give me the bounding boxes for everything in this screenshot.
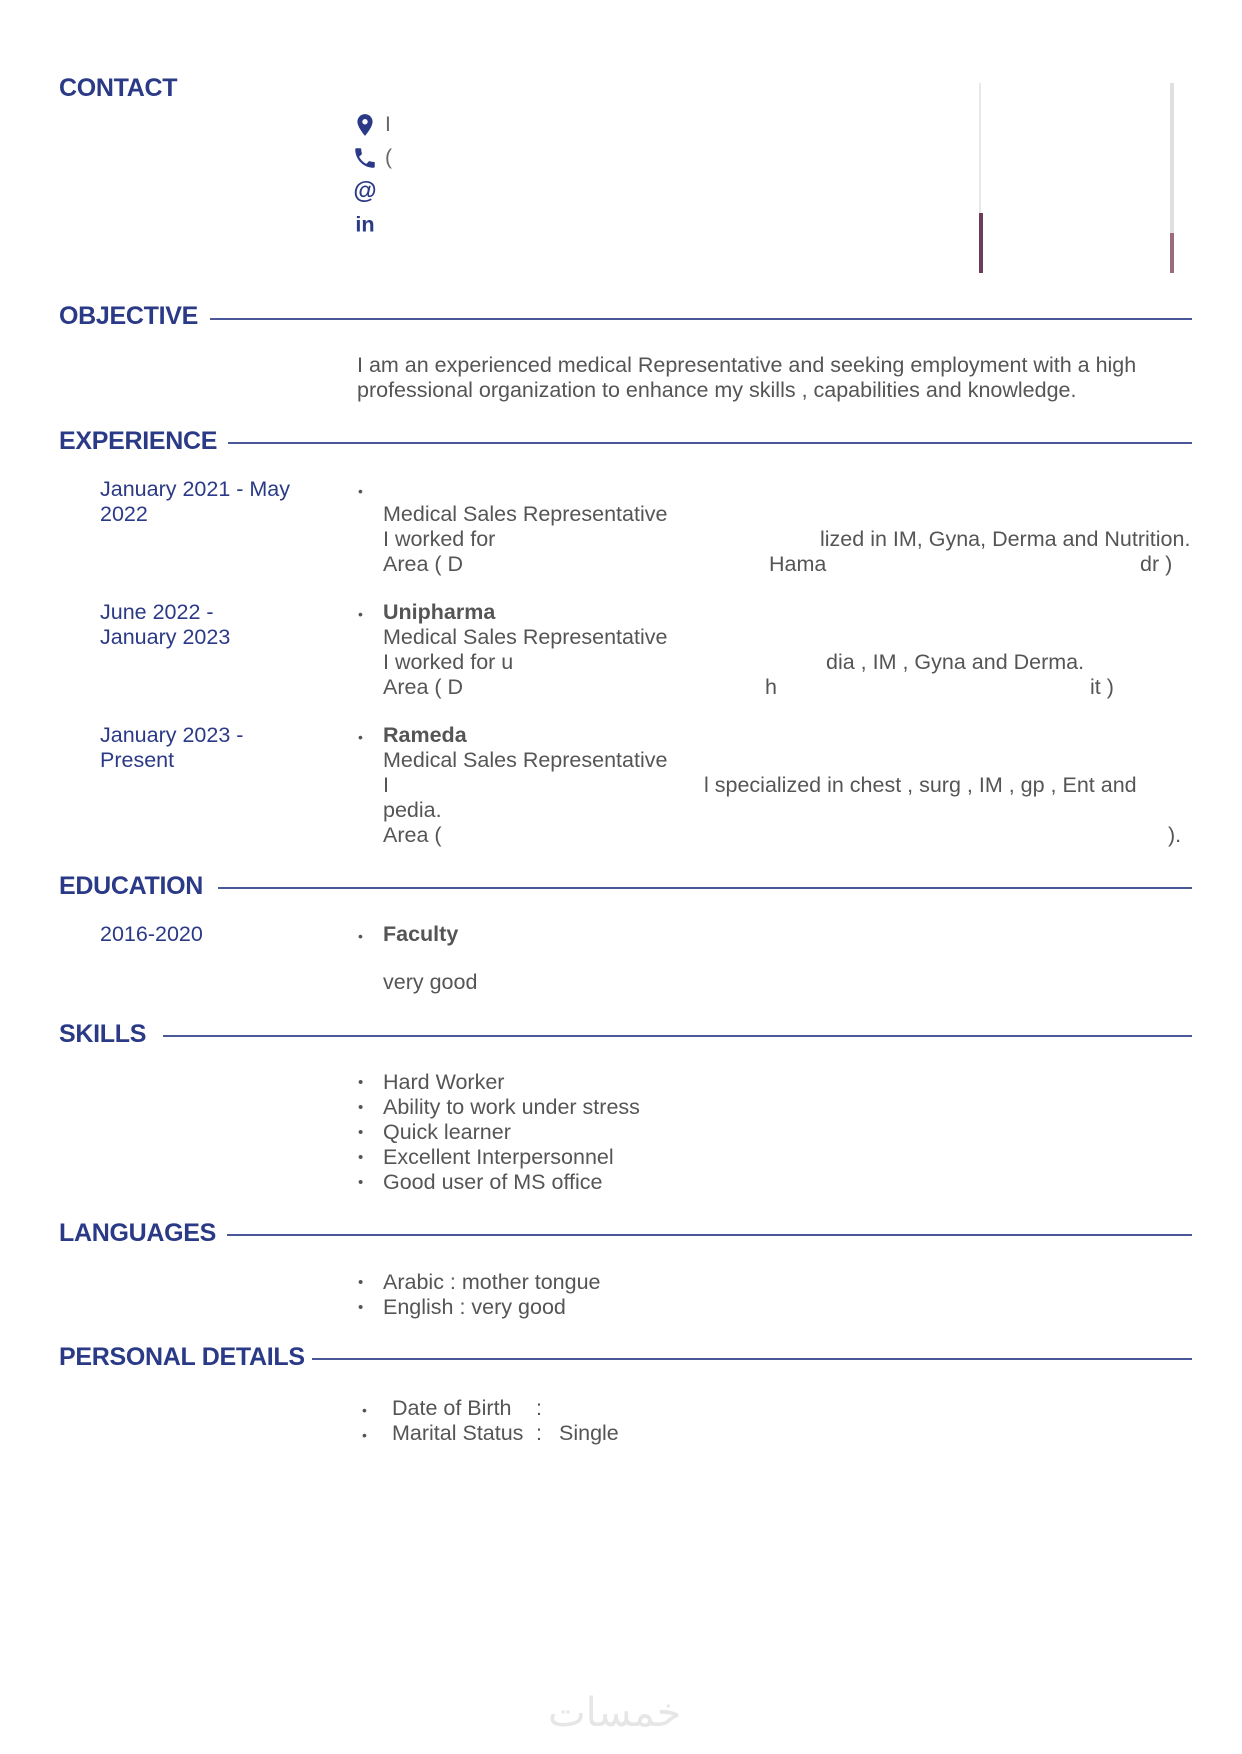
education-divider [218,887,1192,889]
contact-heading: CONTACT [59,74,178,102]
language-item: • English : very good [358,1295,601,1320]
location-pin-icon [352,112,378,138]
job-2-date-line-2: January 2023 [100,625,231,649]
phone-icon [352,145,378,171]
education-heading: EDUCATION [59,872,204,900]
personal-details-divider [312,1358,1192,1360]
languages-divider [227,1234,1192,1236]
job-1-area-end: dr ) [1140,552,1173,576]
job-3-company: Rameda [383,723,467,747]
experience-divider [228,442,1192,444]
objective-heading: OBJECTIVE [59,302,198,330]
languages-heading: LANGUAGES [59,1219,217,1247]
language-item: • Arabic : mother tongue [358,1270,601,1295]
objective-text-line-2: professional organization to enhance my skills , capabilities and knowledge. [357,378,1077,402]
personal-details-heading: PERSONAL DETAILS [59,1343,305,1371]
objective-text-line-1: I am an experienced medical Representative and seeking employment with a high [357,353,1137,377]
marital-status-value: Single [559,1421,619,1445]
job-3-bullet: • [358,729,363,745]
svg-text:@: @ [353,178,377,204]
email-at-icon [352,178,378,204]
experience-heading: EXPERIENCE [59,427,218,455]
job-1-date-line-2: 2022 [100,502,148,526]
job-1-desc-start: I worked for [383,527,496,551]
contact-location: I [385,113,391,136]
education-school: Faculty [383,922,459,946]
job-3-desc-start: I [383,773,389,797]
education-date: 2016-2020 [100,922,203,946]
dob-separator: : [536,1396,542,1420]
objective-divider [210,318,1192,320]
profile-photo [979,83,1174,273]
watermark-logo: خمسات [548,1690,682,1736]
linkedin-icon [352,211,378,237]
job-3-area-start: Area ( [383,823,442,847]
marital-bullet: • [362,1427,367,1443]
dob-bullet: • [362,1402,367,1418]
contact-phone: ( [385,146,392,169]
dob-label: Date of Birth [392,1396,512,1420]
job-3-date-line-1: January 2023 - [100,723,244,747]
skills-divider [163,1035,1192,1037]
job-3-desc-cont: pedia. [383,798,442,822]
skill-item: • Excellent Interpersonnel [358,1145,640,1170]
skill-item: • Quick learner [358,1120,640,1145]
job-1-area-mid: Hama [769,552,827,576]
education-bullet: • [358,928,363,944]
job-1-date-line-1: January 2021 - May [100,477,291,501]
job-2-desc-start: I worked for u [383,650,514,674]
languages-list [358,1270,601,1320]
job-3-role: Medical Sales Representative [383,748,668,772]
job-2-area-end: it ) [1090,675,1114,699]
skill-item: • Good user of MS office [358,1170,640,1195]
education-grade: very good [383,970,478,994]
job-1-role: Medical Sales Representative [383,502,668,526]
job-2-desc-end: dia , IM , Gyna and Derma. [826,650,1085,674]
job-2-bullet: • [358,606,363,622]
marital-status-label: Marital Status [392,1421,524,1445]
job-2-area-mid: h [765,675,777,699]
job-3-date-line-2: Present [100,748,175,772]
job-1-bullet: • [358,483,363,499]
svg-text:in: in [355,211,375,237]
job-2-area-start: Area ( D [383,675,464,699]
skills-heading: SKILLS [59,1020,147,1048]
job-2-company: Unipharma [383,600,496,624]
skills-list [358,1070,640,1195]
job-1-area-start: Area ( D [383,552,464,576]
job-2-role: Medical Sales Representative [383,625,668,649]
job-2-date-line-1: June 2022 - [100,600,214,624]
job-3-area-end: ). [1168,823,1182,847]
marital-status-separator: : [536,1421,542,1445]
job-3-desc-end: l specialized in chest , surg , IM , gp , Ent and [704,773,1137,797]
skill-item: • Ability to work under stress [358,1095,640,1120]
skill-item: • Hard Worker [358,1070,640,1095]
job-1-desc-end: lized in IM, Gyna, Derma and Nutrition. [820,527,1191,551]
